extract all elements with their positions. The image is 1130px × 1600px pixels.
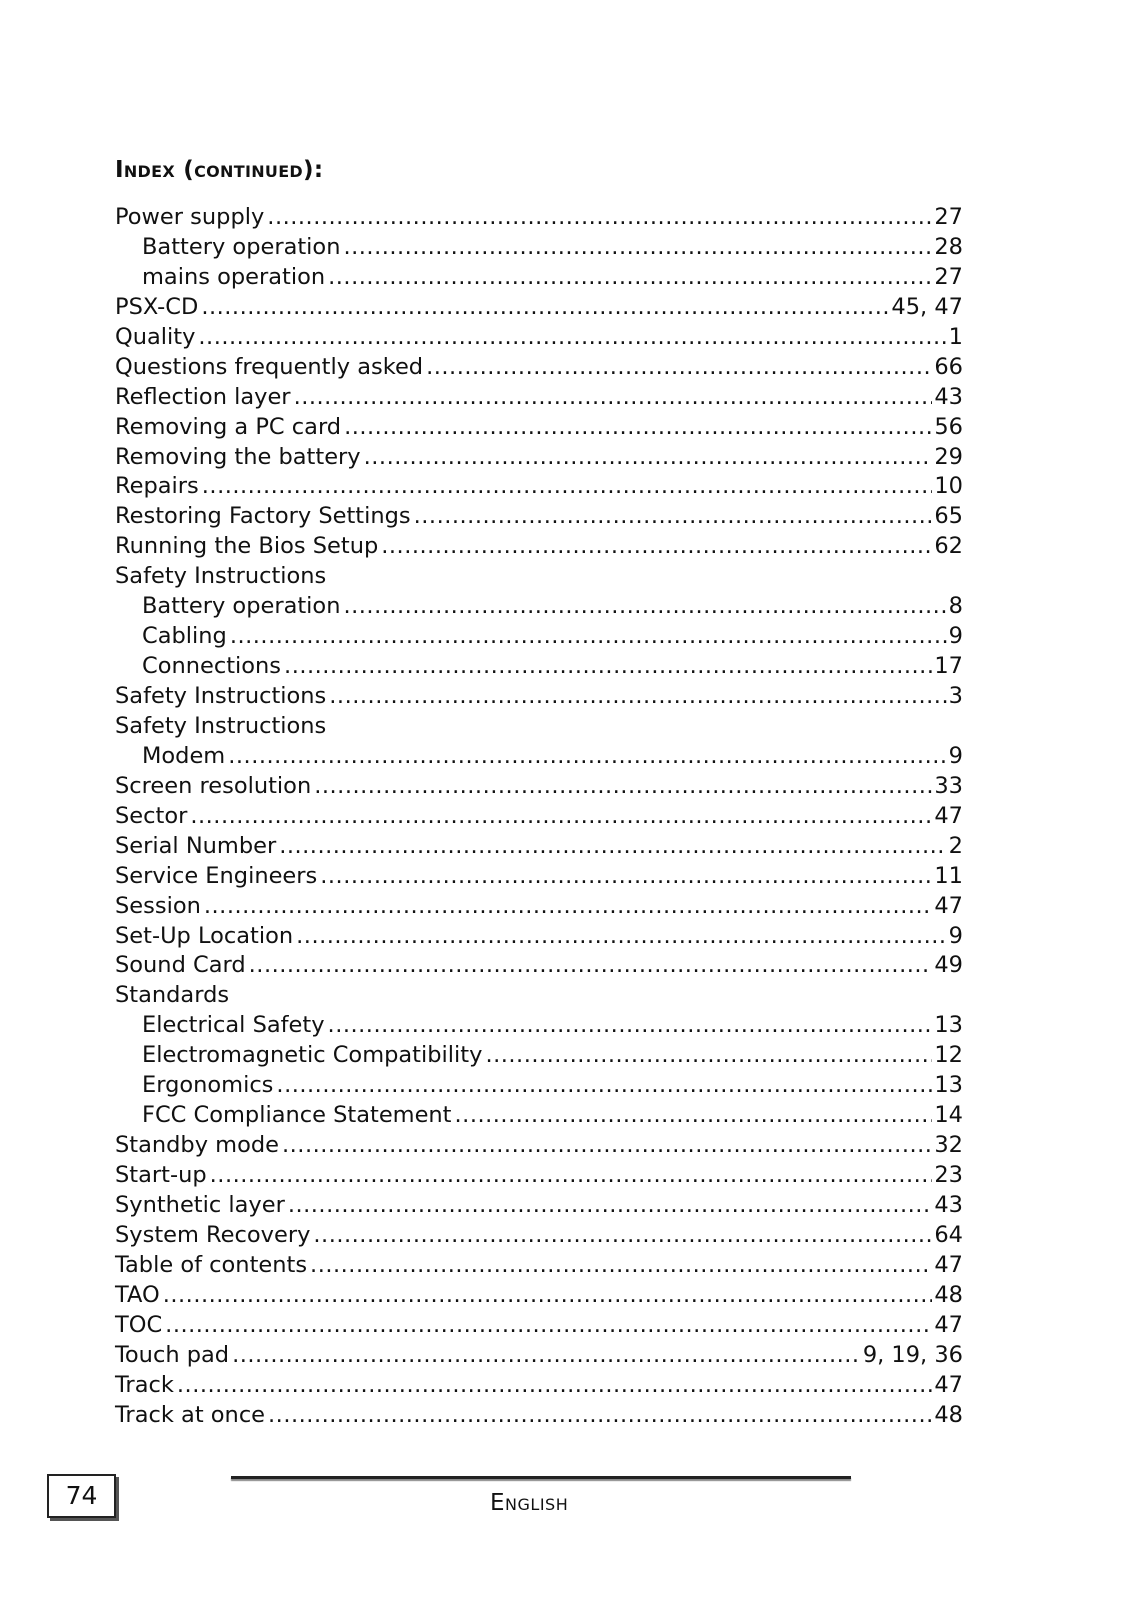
index-page-ref: 48 xyxy=(934,1401,963,1428)
index-term: Modem xyxy=(142,742,226,769)
dot-leader xyxy=(210,1161,933,1191)
index-term: Standby mode xyxy=(115,1132,279,1159)
index-page-ref: 3 xyxy=(948,683,963,709)
dot-leader xyxy=(344,413,932,443)
index-term: Restoring Factory Settings xyxy=(115,503,411,530)
index-term: Ergonomics xyxy=(142,1072,274,1099)
dot-leader xyxy=(190,802,932,832)
index-term: Standards xyxy=(115,982,230,1009)
index-page-ref: 56 xyxy=(934,413,963,440)
dot-leader xyxy=(381,532,932,562)
page-number: 74 xyxy=(47,1474,116,1518)
index-term: mains operation xyxy=(142,263,326,290)
index-term: Electrical Safety xyxy=(142,1012,325,1039)
index-page-ref: 14 xyxy=(934,1102,963,1129)
index-page-ref: 33 xyxy=(934,772,963,799)
index-term: Safety Instructions xyxy=(115,683,327,709)
index-term: Repairs xyxy=(115,473,199,500)
dot-leader xyxy=(310,1251,932,1281)
dot-leader xyxy=(204,892,933,922)
index-term: Table of contents xyxy=(115,1251,308,1278)
index-page-ref: 13 xyxy=(934,1012,963,1039)
index-page-ref: 47 xyxy=(934,1371,963,1398)
index-term: Removing a PC card xyxy=(115,413,342,440)
index-page-ref: 27 xyxy=(934,263,963,290)
index-term: Track xyxy=(115,1371,174,1398)
index-page-ref: 9, 19, 36 xyxy=(862,1341,963,1368)
index-page-ref: 45, 47 xyxy=(891,293,963,320)
dot-leader xyxy=(288,1191,933,1221)
dot-leader xyxy=(414,502,933,532)
index-entry xyxy=(115,1281,963,1311)
index-entry xyxy=(115,1191,963,1221)
index-page-ref: 2 xyxy=(948,832,963,859)
index-entry xyxy=(115,712,963,742)
index-term: Sector xyxy=(115,802,188,829)
index-entry xyxy=(115,1221,963,1251)
dot-leader xyxy=(279,832,946,862)
index-entry xyxy=(115,832,963,862)
index-subentry xyxy=(115,622,963,652)
index-term: TOC xyxy=(115,1311,163,1338)
index-subentry xyxy=(115,1011,963,1041)
index-term: PSX-CD xyxy=(115,293,199,320)
dot-leader xyxy=(343,233,932,263)
dot-leader xyxy=(328,1011,933,1041)
dot-leader xyxy=(426,353,932,383)
index-term: Screen resolution xyxy=(115,772,312,799)
index-entry xyxy=(115,772,963,802)
dot-leader xyxy=(296,922,947,952)
footer-rule xyxy=(231,1476,851,1479)
index-page-ref: 47 xyxy=(934,1251,963,1278)
index-subentry xyxy=(115,233,963,263)
dot-leader xyxy=(201,293,889,323)
dot-leader xyxy=(163,1281,933,1311)
dot-leader xyxy=(320,862,932,892)
index-term: Session xyxy=(115,892,201,919)
index-page-ref: 47 xyxy=(934,1311,963,1338)
dot-leader xyxy=(230,622,947,652)
index-entry xyxy=(115,323,963,353)
index-page-ref: 11 xyxy=(934,862,963,889)
index-subentry xyxy=(115,592,963,622)
index-entry xyxy=(115,802,963,832)
index-term: Set-Up Location xyxy=(115,922,294,949)
index-term: Running the Bios Setup xyxy=(115,533,379,560)
index-page-ref: 66 xyxy=(934,353,963,380)
index-page-ref: 64 xyxy=(934,1221,963,1248)
index-entry xyxy=(115,532,963,562)
index-heading: Index (continued): xyxy=(115,157,324,183)
index-subentry xyxy=(115,1041,963,1071)
index-entry xyxy=(115,981,963,1011)
index-page-ref: 47 xyxy=(934,802,963,829)
dot-leader xyxy=(177,1371,932,1401)
index-term: Connections xyxy=(142,653,282,680)
dot-leader xyxy=(364,443,933,473)
dot-leader xyxy=(276,1071,932,1101)
index-page-ref: 27 xyxy=(934,204,963,230)
index-term: Electromagnetic Compatibility xyxy=(142,1042,483,1069)
index-entry xyxy=(115,951,963,981)
index-term: Removing the battery xyxy=(115,443,361,470)
index-entry xyxy=(115,862,963,892)
index-entry xyxy=(115,502,963,532)
index-entry xyxy=(115,922,963,952)
index-term: System Recovery xyxy=(115,1221,311,1248)
index-entry xyxy=(115,1341,963,1371)
index-entry xyxy=(115,562,963,592)
index-subentry xyxy=(115,1101,963,1131)
index-page-ref: 9 xyxy=(948,623,963,650)
index-term: Synthetic layer xyxy=(115,1191,285,1218)
index-page-ref: 43 xyxy=(934,383,963,410)
index-entry xyxy=(115,1161,963,1191)
dot-leader xyxy=(343,592,946,622)
dot-leader xyxy=(268,1401,932,1431)
index-page-ref: 9 xyxy=(948,742,963,769)
index-subentry xyxy=(115,652,963,682)
dot-leader xyxy=(328,263,932,293)
footer-language: English xyxy=(490,1490,569,1516)
index-entry xyxy=(115,203,963,233)
dot-leader xyxy=(314,772,932,802)
index-page-ref: 12 xyxy=(934,1042,963,1069)
index-subentry xyxy=(115,1071,963,1101)
dot-leader xyxy=(329,682,946,712)
index-page-ref: 48 xyxy=(934,1281,963,1308)
dot-leader xyxy=(198,323,946,353)
index-page-ref: 29 xyxy=(934,443,963,470)
index-term: Serial Number xyxy=(115,832,277,859)
dot-leader xyxy=(294,383,933,413)
index-term: Safety Instructions xyxy=(115,712,327,739)
index-entry xyxy=(115,353,963,383)
index-entry xyxy=(115,293,963,323)
index-entry xyxy=(115,443,963,473)
index-term: TAO xyxy=(115,1281,160,1308)
index-page-ref: 32 xyxy=(934,1132,963,1159)
index-page-ref: 62 xyxy=(934,533,963,560)
index-list xyxy=(115,203,963,1430)
index-entry xyxy=(115,1371,963,1401)
index-term: Start-up xyxy=(115,1162,207,1188)
index-entry xyxy=(115,682,963,712)
index-page-ref: 9 xyxy=(948,922,963,949)
index-term: Questions frequently asked xyxy=(115,353,424,380)
index-entry xyxy=(115,383,963,413)
index-entry xyxy=(115,472,963,502)
index-page-ref: 13 xyxy=(934,1072,963,1099)
index-page-ref: 28 xyxy=(934,233,963,260)
index-entry xyxy=(115,1311,963,1341)
index-subentry xyxy=(115,263,963,293)
index-term: Battery operation xyxy=(142,233,341,260)
dot-leader xyxy=(313,1221,932,1251)
index-entry xyxy=(115,892,963,922)
dot-leader xyxy=(228,742,946,772)
index-page-ref: 43 xyxy=(934,1191,963,1218)
dot-leader xyxy=(267,203,932,233)
index-page-ref: 1 xyxy=(948,323,963,350)
index-term: Power supply xyxy=(115,204,265,230)
index-term: FCC Compliance Statement xyxy=(142,1102,452,1129)
index-page-ref: 8 xyxy=(948,593,963,620)
dot-leader xyxy=(455,1101,933,1131)
index-page-ref: 23 xyxy=(934,1162,963,1188)
dot-leader xyxy=(282,1131,932,1161)
dot-leader xyxy=(284,652,932,682)
dot-leader xyxy=(165,1311,932,1341)
index-term: Reflection layer xyxy=(115,383,291,410)
dot-leader xyxy=(232,1341,861,1371)
index-term: Sound Card xyxy=(115,952,246,979)
index-page-ref: 47 xyxy=(934,892,963,919)
index-entry xyxy=(115,413,963,443)
dot-leader xyxy=(202,472,933,502)
index-subentry xyxy=(115,742,963,772)
index-term: Service Engineers xyxy=(115,862,318,889)
dot-leader xyxy=(485,1041,932,1071)
index-term: Quality xyxy=(115,323,196,350)
index-entry xyxy=(115,1251,963,1281)
index-entry xyxy=(115,1131,963,1161)
index-page-ref: 49 xyxy=(934,952,963,979)
dot-leader xyxy=(249,951,933,981)
index-entry xyxy=(115,1401,963,1431)
index-term: Track at once xyxy=(115,1401,266,1428)
index-term: Battery operation xyxy=(142,593,341,620)
index-term: Touch pad xyxy=(115,1341,230,1368)
index-page-ref: 10 xyxy=(934,473,963,500)
index-term: Safety Instructions xyxy=(115,563,327,590)
index-term: Cabling xyxy=(142,623,227,650)
index-page-ref: 65 xyxy=(934,503,963,530)
index-page-ref: 17 xyxy=(934,653,963,680)
